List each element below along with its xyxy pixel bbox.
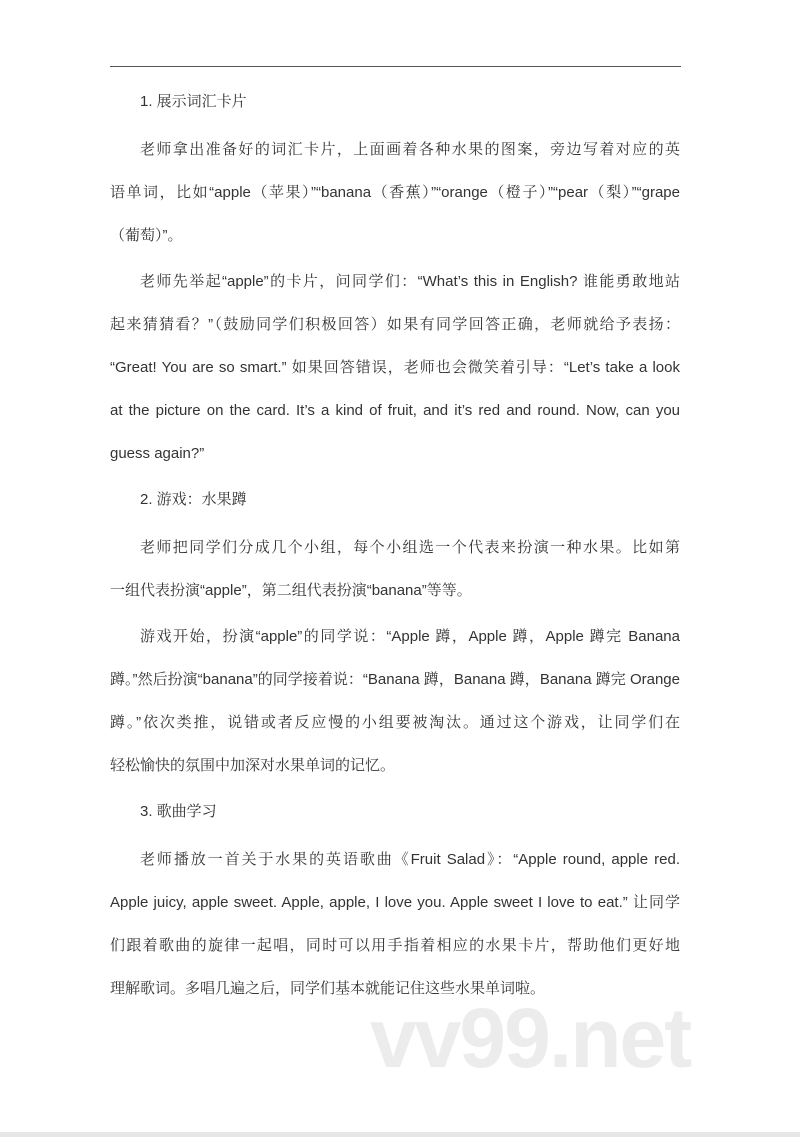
text-line: 理解歌词。多唱几遍之后，同学们基本就能记住这些水果单词啦。 — [110, 980, 546, 997]
section — [110, 790, 680, 1010]
paragraph — [110, 260, 680, 475]
section — [110, 478, 680, 787]
text-line: 语单词，比如“apple（苹果）”“banana（香蕉）”“orange（橙子）”“pear（梨）”“grape — [110, 184, 680, 201]
paragraph — [110, 838, 680, 1010]
text-line: 起来猜猜看？”（鼓励同学们积极回答）如果有同学回答正确，老师就给予表扬： — [110, 316, 680, 333]
text-line: 老师拿出准备好的词汇卡片，上面画着各种水果的图案，旁边写着对应的英 — [140, 141, 680, 158]
text-line: at the picture on the card. It’s a kind of fruit, and it’s red and round. Now, can you — [110, 402, 680, 419]
header-rule — [110, 66, 681, 67]
section-heading: 2. 游戏：水果蹲 — [140, 491, 247, 508]
text-line: 老师把同学们分成几个小组，每个小组选一个代表来扮演一种水果。比如第 — [140, 539, 680, 556]
text-line: guess again?” — [110, 445, 205, 462]
text-line: 蹲。”然后扮演“banana”的同学接着说：“Banana 蹲，Banana 蹲，Banana 蹲完 Orange — [110, 671, 680, 688]
watermark: vv99.net — [370, 991, 691, 1085]
text-line: 蹲。”依次类推，说错或者反应慢的小组要被淘汰。通过这个游戏，让同学们在 — [110, 714, 680, 731]
section — [110, 80, 680, 475]
paragraph — [110, 128, 680, 257]
text-line: （葡萄）”。 — [110, 227, 183, 244]
text-line: 轻松愉快的氛围中加深对水果单词的记忆。 — [110, 757, 396, 774]
text-line: “Great! You are so smart.” 如果回答错误，老师也会微笑着引导：“Let’s take a look — [110, 359, 680, 376]
paragraph — [110, 615, 680, 787]
text-line: 一组代表扮演“apple”，第二组代表扮演“banana”等等。 — [110, 582, 472, 599]
text-line: 们跟着歌曲的旋律一起唱，同时可以用手指着相应的水果卡片，帮助他们更好地 — [110, 937, 680, 954]
text-line: 游戏开始，扮演“apple”的同学说：“Apple 蹲，Apple 蹲，Apple 蹲完 Banana — [140, 628, 680, 645]
text-line: 老师播放一首关于水果的英语歌曲《Fruit Salad》：“Apple round, apple red. — [140, 851, 680, 868]
text-line: Apple juicy, apple sweet. Apple, apple, I love you. Apple sweet I love to eat.” 让同学 — [110, 894, 680, 911]
paragraph — [110, 526, 680, 612]
section-heading: 3. 歌曲学习 — [140, 803, 217, 820]
text-line: 老师先举起“apple”的卡片，问同学们：“What’s this in English? 谁能勇敢地站 — [140, 273, 680, 290]
section-heading: 1. 展示词汇卡片 — [140, 93, 247, 110]
document-body — [110, 80, 680, 1013]
